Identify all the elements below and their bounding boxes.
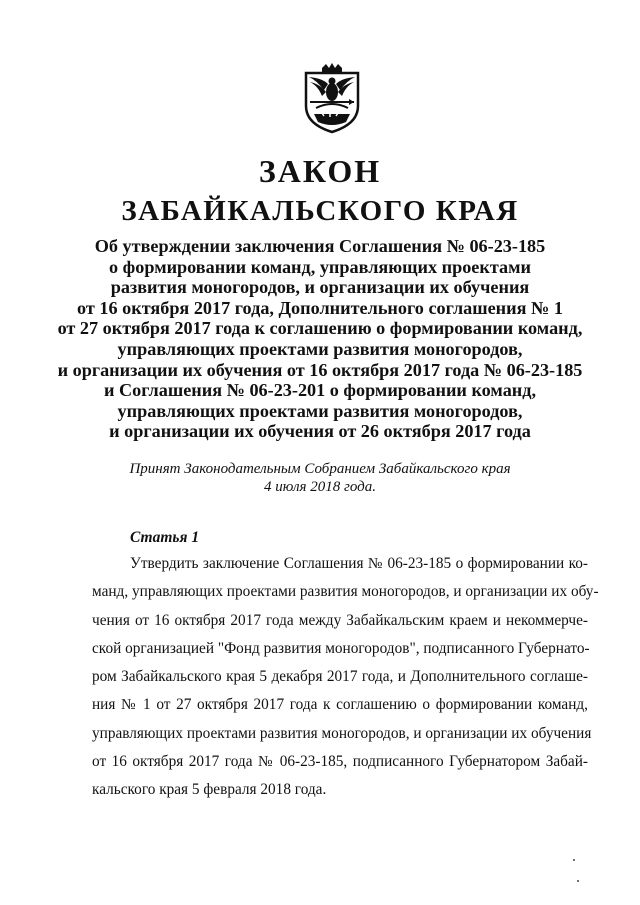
subject-line: Об утверждении заключения Соглашения № 06-23-185: [94, 236, 546, 256]
adoption-line: Принят Законодательным Собранием Забайкальского края: [129, 461, 511, 477]
article-line: кальского края 5 февраля 2018 года.: [92, 781, 327, 799]
subject-line: и организации их обучения от 16 октября 2017 года № 06-23-185: [57, 359, 583, 380]
article-line: от 16 октября 2017 года № 06-23-185, подписанного Губернатором Забай-: [92, 753, 588, 771]
article-line: ром Забайкальского края 5 декабря 2017 года, и Дополнительного соглаше-: [92, 668, 588, 686]
adoption-note: [0, 460, 640, 496]
coat-of-arms-icon: [300, 62, 364, 134]
article-line: манд, управляющих проектами развития моногородов, и организации их обу-: [92, 583, 599, 601]
document-type-title: ЗАКОН: [258, 153, 382, 189]
adoption-date: 4 июля 2018 года.: [264, 479, 376, 495]
subject-line: и организации их обучения от 26 октября 2017 года: [109, 421, 531, 442]
article-line: ния № 1 от 27 октября 2017 года к соглашению о формировании команд,: [92, 696, 588, 714]
scan-speck: [577, 880, 579, 882]
article-body: [92, 550, 599, 805]
subject-line: управляющих проектами развития моногородов,: [117, 338, 523, 359]
subject-line: развития моногородов, и организации их обучения: [110, 277, 530, 298]
document-region-title: ЗАБАЙКАЛЬСКОГО КРАЯ: [121, 195, 519, 227]
subject-line: о формировании команд, управляющих проектами: [109, 256, 531, 277]
article-line: чения от 16 октября 2017 года между Забайкальским краем и некоммерче-: [92, 611, 588, 629]
subject-line: и Соглашения № 06-23-201 о формировании команд,: [103, 380, 537, 401]
subject-line: управляющих проектами развития моногородов,: [117, 400, 523, 421]
article-line: ской организацией "Фонд развития моногородов", подписанного Губернато-: [92, 639, 590, 657]
subject-line: от 16 октября 2017 года, Дополнительного соглашения № 1: [77, 297, 563, 318]
article-heading: Статья 1: [130, 529, 200, 546]
article-line: Утвердить заключение Соглашения № 06-23-185 о формировании ко-: [130, 555, 588, 572]
law-subject-heading: [0, 236, 640, 442]
article-line: управляющих проектами развития моногородов, и организации их обучения: [92, 724, 592, 742]
scan-speck: [573, 859, 575, 861]
subject-line: от 27 октября 2017 года к соглашению о формировании команд,: [57, 318, 583, 339]
